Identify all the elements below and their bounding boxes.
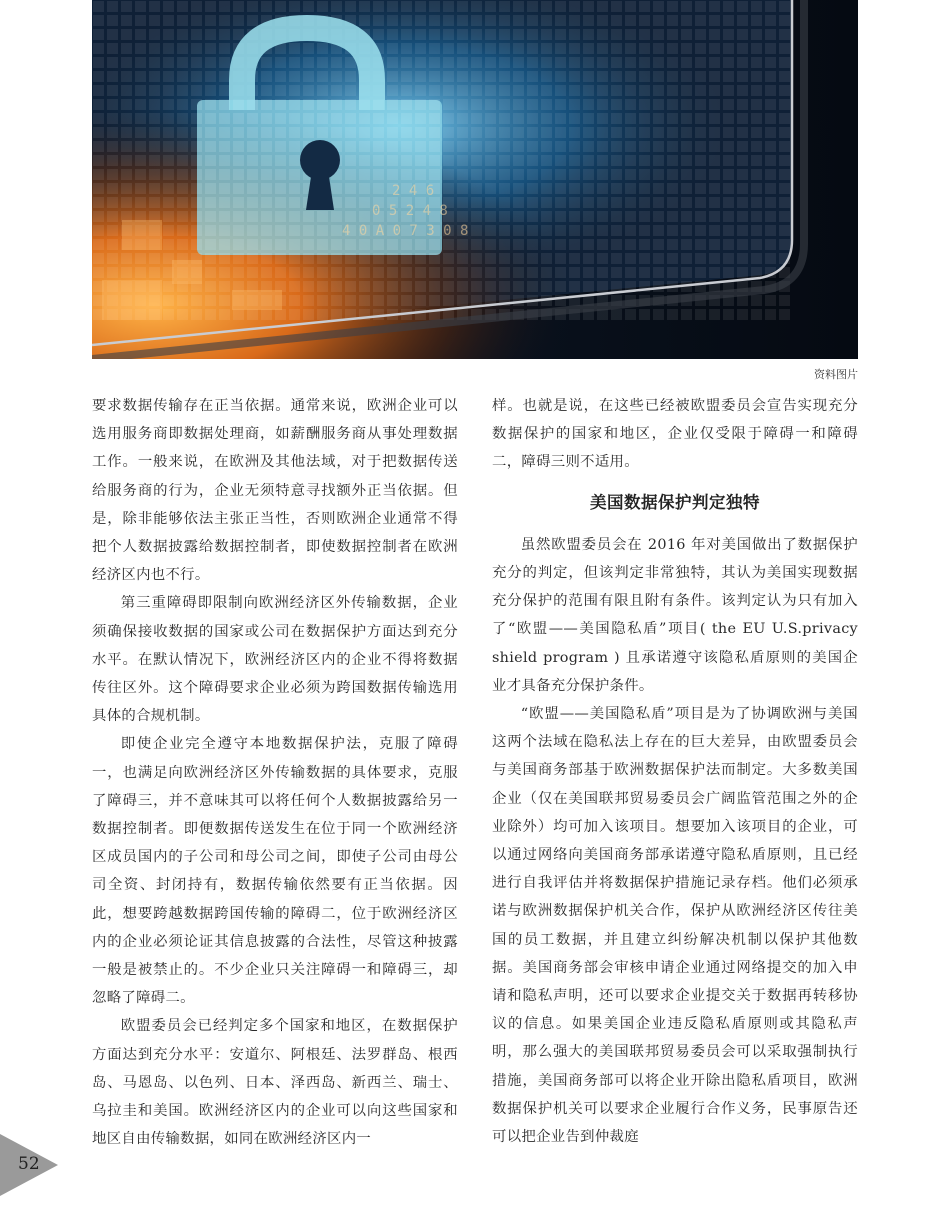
right-paragraph-1: 虽然欧盟委员会在 2016 年对美国做出了数据保护充分的判定，但该判定非常独特，其认为美国实现数据充分保护的范围有限且附有条件。该判定认为只有加入了“欧盟——美国隐私盾”项目( the EU U.S.privacy shield program ) 且承诺遵守该隐私盾原则的美国企业才具备充分保护条件。 xyxy=(492,536,858,694)
svg-text:4 0 A 0 7 3 0 8: 4 0 A 0 7 3 0 8 xyxy=(342,223,469,239)
svg-text:2 4 6: 2 4 6 xyxy=(392,183,435,199)
image-caption: 资料图片 xyxy=(814,368,858,381)
left-paragraph-1: 要求数据传输存在正当依据。通常来说，欧洲企业可以选用服务商即数据处理商，如薪酬服务商从事处理数据工作。一般来说，在欧洲及其他法域，对于把数据传送给服务商的行为，企业无须特意寻找额外正当依据。但是，除非能够依法主张正当性，否则欧洲企业通常不得把个人数据披露给数据控制者，即使数据控制者在欧洲经济区内也不行。 xyxy=(92,398,458,584)
left-column xyxy=(92,392,458,1153)
hero-image-lock-on-tablet xyxy=(92,0,858,359)
left-paragraph-4: 欧盟委员会已经判定多个国家和地区，在数据保护方面达到充分水平：安道尔、阿根廷、法罗群岛、根西岛、马恩岛、以色列、日本、泽西岛、新西兰、瑞士、乌拉圭和美国。欧洲经济区内的企业可以向这些国家和地区自由传输数据，如同在欧洲经济区内一 xyxy=(92,1018,458,1148)
left-paragraph-2: 第三重障碍即限制向欧洲经济区外传输数据，企业须确保接收数据的国家或公司在数据保护方面达到充分水平。在默认情况下，欧洲经济区内的企业不得将数据传往区外。这个障碍要求企业必须为跨国数据传输选用具体的合规机制。 xyxy=(92,595,458,725)
left-paragraph-3: 即使企业完全遵守本地数据保护法，克服了障碍一，也满足向欧洲经济区外传输数据的具体要求，克服了障碍三，并不意味其可以将任何个人数据披露给另一数据控制者。即便数据传送发生在位于同一个欧洲经济区成员国内的子公司和母公司之间，即使子公司由母公司全资、封闭持有，数据传输依然要有正当依据。因此，想要跨越数据跨国传输的障碍二，位于欧洲经济区内的企业必须论证其信息披露的合法性，尽管这种披露一般是被禁止的。不少企业只关注障碍一和障碍三，却忽略了障碍二。 xyxy=(92,736,458,1007)
section-heading: 美国数据保护判定独特 xyxy=(590,492,760,512)
right-paragraph-2: “欧盟——美国隐私盾”项目是为了协调欧洲与美国这两个法域在隐私法上存在的巨大差异，由欧盟委员会与美国商务部基于欧洲数据保护法而制定。大多数美国企业（仅在美国联邦贸易委员会广阔监管范围之外的企业除外）均可加入该项目。想要加入该项目的企业，可以通过网络向美国商务部承诺遵守隐私盾原则，且已经进行自我评估并将数据保护措施记录存档。他们必须承诺与欧洲数据保护机关合作，保护从欧洲经济区传往美国的员工数据，并且建立纠纷解决机制以保护其他数据。美国商务部会审核申请企业通过网络提交的加入申请和隐私声明，还可以要求企业提交关于数据再转移协议的信息。如果美国企业违反隐私盾原则或其隐私声明，那么强大的美国联邦贸易委员会可以采取强制执行措施，美国商务部可以将企业开除出隐私盾项目，欧洲数据保护机关可以要求企业履行合作义务，民事原告还可以把企业告到仲裁庭 xyxy=(492,706,858,1146)
right-paragraph-intro: 样。也就是说，在这些已经被欧盟委员会宣告实现充分数据保护的国家和地区，企业仅受限于障碍一和障碍二，障碍三则不适用。 xyxy=(492,398,858,471)
right-column xyxy=(492,392,858,1151)
page-number: 52 xyxy=(18,1154,40,1174)
svg-text:0 5 2 4 8: 0 5 2 4 8 xyxy=(372,203,448,219)
